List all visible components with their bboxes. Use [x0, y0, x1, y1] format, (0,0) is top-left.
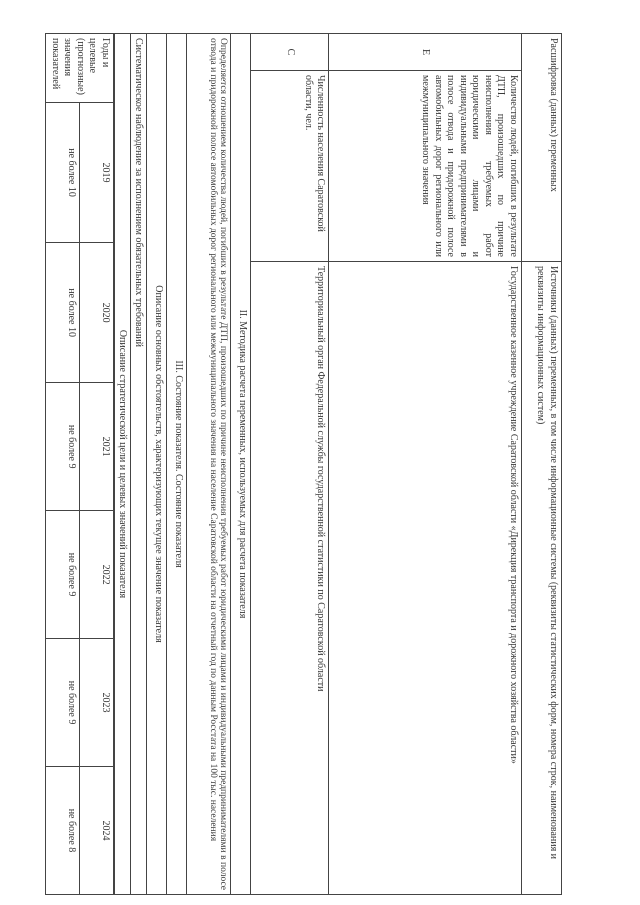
target-value-cell: не более 9	[46, 639, 80, 767]
rotated-document-page	[52, 33, 562, 895]
target-value-cell: не более 10	[46, 243, 80, 383]
variable-source: Государственное казенное учреждение Саратовской области «Дирекция транспорта и дорожного хозяйства области»	[329, 262, 522, 895]
target-value-cell: не более 9	[46, 383, 80, 511]
decode-column-header: Расшифровка (данных) переменных	[521, 34, 561, 262]
target-value-cell: не более 9	[46, 511, 80, 639]
variable-symbol: E	[329, 34, 522, 71]
year-cell: 2024	[80, 767, 114, 895]
variable-source: Территориальный орган Федеральной службы государственной статистики по Саратовской области	[251, 262, 329, 895]
section-2-title: II. Методика расчета переменных, используемых для расчета показателя	[230, 33, 250, 895]
year-cell: 2022	[80, 511, 114, 639]
variable-decode: Численность населения Саратовской области, чел.	[251, 71, 329, 262]
variable-decode: Количество людей, погибших в результате ДТП, произошедших по причине неисполнения требуемых работ юридическими лицами и индивидуальными предпринимателями в полосе отвода и придорожной полосе автомобильных дорог регионального или межмуниципального значения	[329, 71, 522, 262]
year-cell: 2023	[80, 639, 114, 767]
target-value-cell: не более 8	[46, 767, 80, 895]
targets-title: Описание стратегической цели и целевых значений показателя	[114, 33, 130, 895]
target-values-table	[46, 33, 115, 895]
year-cell: 2021	[80, 383, 114, 511]
year-cell: 2019	[80, 103, 114, 243]
section-2-text: Определяется отношением количества людей, погибших в результате ДТП, произошедших по причине неисполнения требуемых работ юридическими лицами и индивидуальными предпринимателями в полосе отвода и придорожной полосе автомобильных дорог регионального или межмуниципального значения на население Саратовской области на отчетный год по данным Росстата на 100 тыс. населения	[186, 33, 230, 895]
years-row-label: Годы и целевые (прогнозные) значения показателей	[46, 34, 114, 103]
sources-column-header: Источники (данных) переменных, в том числе информационные системы (реквизиты статистических форм, номера строк, наименования и реквизиты информационных систем)	[521, 262, 561, 895]
section-3-title: III. Состояние показателя. Состояние показателя	[166, 33, 186, 895]
variables-table	[250, 33, 562, 895]
target-value-cell: не более 10	[46, 103, 80, 243]
year-cell: 2020	[80, 243, 114, 383]
monitoring-description: Систематическое наблюдение за исполнением обязательных требований	[130, 33, 146, 895]
circumstances-description: Описание основных обстоятельств, характеризующих текущее значение показателя	[146, 33, 166, 895]
variable-symbol: C	[251, 34, 329, 71]
